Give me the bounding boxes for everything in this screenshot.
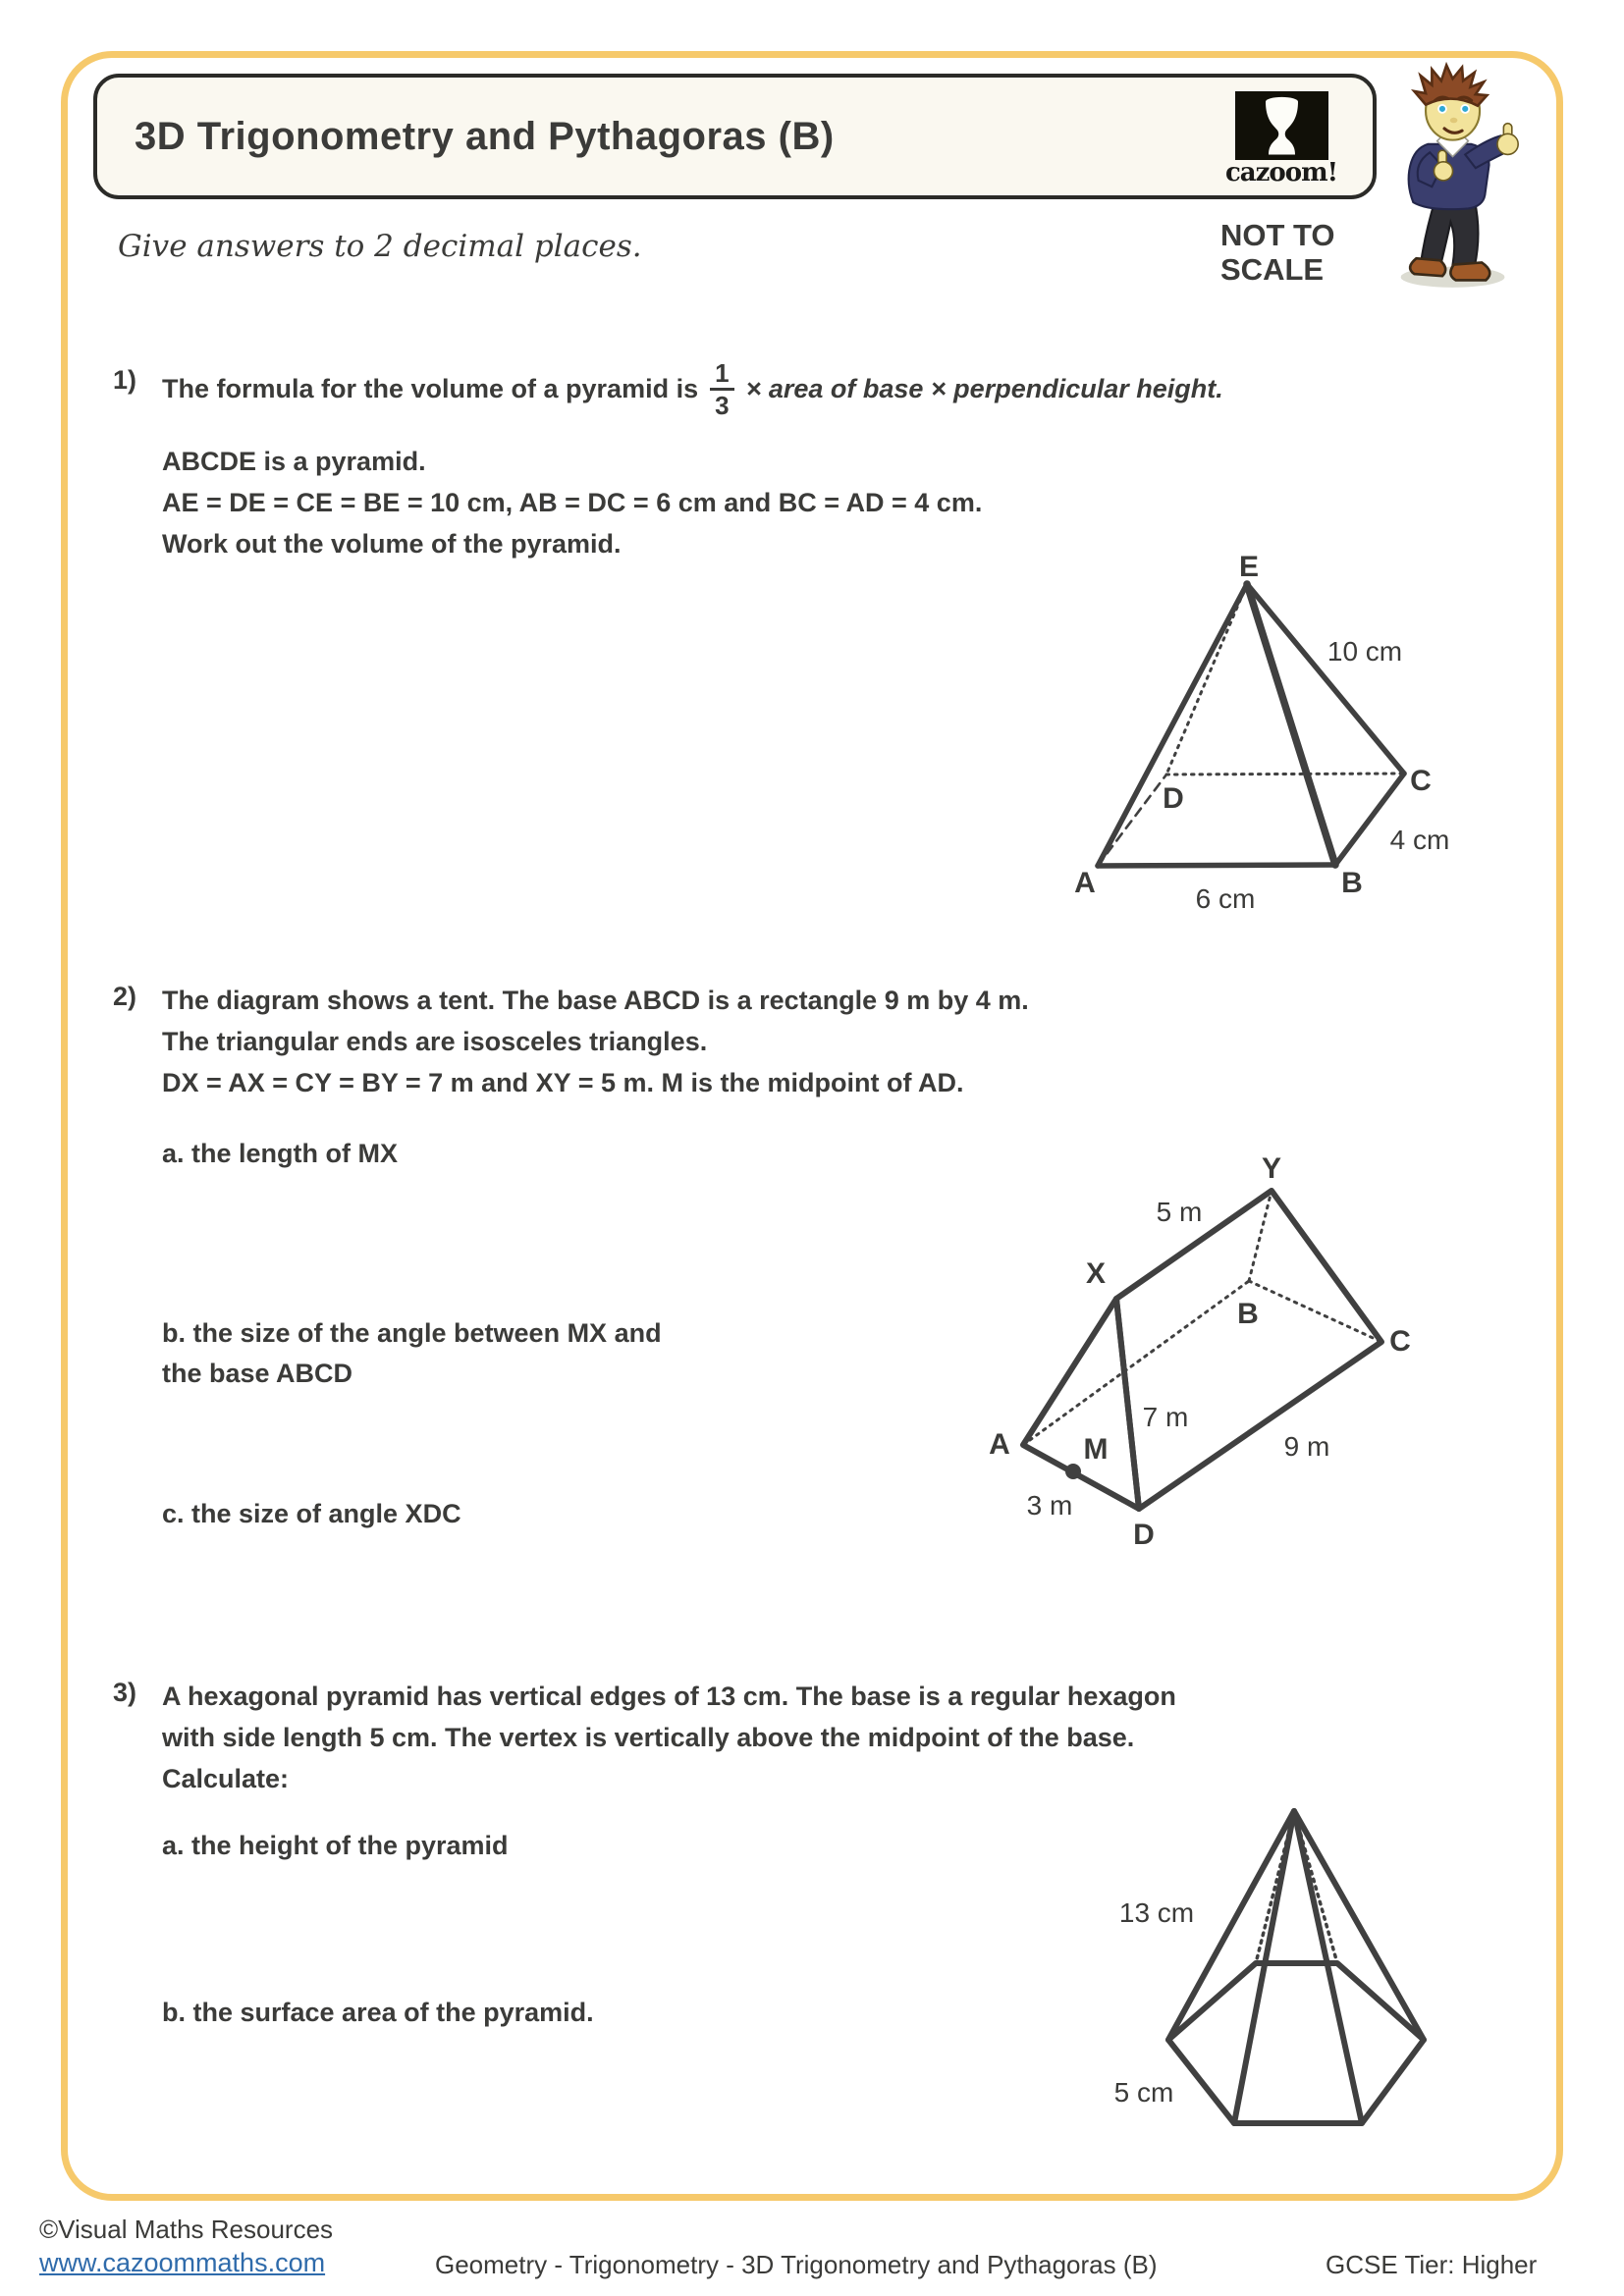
edge-label-EC: 10 cm xyxy=(1326,636,1403,667)
vertex-label-B: B xyxy=(1237,1298,1259,1330)
worksheet-header xyxy=(93,74,1377,199)
question-2-line: DX = AX = CY = BY = 7 m and XY = 5 m. M is the midpoint of AD. xyxy=(162,1068,964,1097)
not-to-scale-line1: NOT TO xyxy=(1220,218,1335,252)
vertex-label-D: D xyxy=(1163,782,1184,815)
question-1-number: 1) xyxy=(113,365,137,395)
question-3-part-a: a. the height of the pyramid xyxy=(162,1831,509,1860)
vertex-label-D: D xyxy=(1133,1519,1155,1551)
vertex-label-X: X xyxy=(1085,1257,1107,1290)
not-to-scale-line2: SCALE xyxy=(1220,252,1325,287)
question-2-body xyxy=(162,980,1029,1103)
question-2-line: The diagram shows a tent. The base ABCD is a rectangle 9 m by 4 m. xyxy=(162,986,1029,1015)
vertex-label-M: M xyxy=(1083,1433,1109,1466)
question-3-line: A hexagonal pyramid has vertical edges of 13 cm. The base is a regular hexagon xyxy=(162,1682,1176,1711)
hexagonal-pyramid-diagram xyxy=(1080,1796,1473,2150)
question-2-part-b-line2: the base ABCD xyxy=(162,1359,353,1388)
question-2-line: The triangular ends are isosceles triangles. xyxy=(162,1027,708,1056)
edge-label-DC: 9 m xyxy=(1283,1431,1330,1462)
footer-tier-label: GCSE Tier: Higher xyxy=(1326,2250,1538,2279)
vertex-label-A: A xyxy=(1074,867,1096,899)
fraction-denominator: 3 xyxy=(715,391,730,421)
edge-label-XY: 5 m xyxy=(1156,1197,1203,1227)
question-2-part-c: c. the size of angle XDC xyxy=(162,1499,461,1528)
question-3-body xyxy=(162,1676,1176,1799)
one-third-fraction xyxy=(710,359,733,419)
question-2-number: 2) xyxy=(113,982,137,1011)
question-2-part-b xyxy=(162,1313,662,1394)
mascot-boy-illustration xyxy=(1386,57,1536,291)
midpoint-M-dot xyxy=(1065,1464,1081,1479)
question-1-line: Work out the volume of the pyramid. xyxy=(162,529,622,559)
question-1-line: AE = DE = CE = BE = 10 cm, AB = DC = 6 cm and BC = AD = 4 cm. xyxy=(162,488,983,517)
question-1-intro: The formula for the volume of a pyramid is xyxy=(162,374,699,404)
footer-copyright: ©Visual Maths Resources xyxy=(39,2215,334,2244)
edge-label-BC: 4 cm xyxy=(1389,825,1450,855)
page-title: 3D Trigonometry and Pythagoras (B) xyxy=(135,114,835,158)
not-to-scale-note xyxy=(1220,218,1335,287)
edge-label-AM: 3 m xyxy=(1026,1490,1073,1521)
edge-label-AB: 6 cm xyxy=(1195,883,1256,914)
footer-website-link[interactable]: www.cazoommaths.com xyxy=(39,2248,326,2277)
question-3-line: Calculate: xyxy=(162,1764,290,1793)
question-1-formula-italic: × area of base × perpendicular height. xyxy=(745,374,1223,404)
question-1-formula-line xyxy=(162,359,1223,419)
question-1-body xyxy=(162,441,982,564)
question-2-part-b-line1: b. the size of the angle between MX and xyxy=(162,1318,662,1348)
cazoom-logo-text: cazoom! xyxy=(1224,158,1338,187)
vertex-label-Y: Y xyxy=(1261,1152,1282,1185)
tent-diagram xyxy=(972,1139,1434,1561)
question-2-part-a: a. the length of MX xyxy=(162,1139,398,1168)
question-3-line: with side length 5 cm. The vertex is vertically above the midpoint of the base. xyxy=(162,1723,1135,1752)
footer-breadcrumb: Geometry - Trigonometry - 3D Trigonometry and Pythagoras (B) xyxy=(435,2250,1158,2279)
vertex-label-B: B xyxy=(1341,867,1363,899)
question-3-part-b: b. the surface area of the pyramid. xyxy=(162,1998,594,2027)
question-3-number: 3) xyxy=(113,1678,137,1707)
vertex-label-C: C xyxy=(1410,765,1432,797)
vertex-label-A: A xyxy=(989,1428,1010,1461)
edge-label-XD: 7 m xyxy=(1142,1402,1189,1432)
instruction-text: Give answers to 2 decimal places. xyxy=(118,229,642,264)
edge-label-slant: 13 cm xyxy=(1118,1897,1195,1928)
fraction-numerator: 1 xyxy=(710,359,733,391)
vertex-label-E: E xyxy=(1238,551,1260,583)
vertex-label-C: C xyxy=(1389,1325,1411,1358)
cazoom-logo xyxy=(1218,91,1345,187)
goblet-icon xyxy=(1235,91,1328,160)
question-1-line: ABCDE is a pyramid. xyxy=(162,447,426,476)
pyramid-diagram xyxy=(1041,535,1492,928)
edge-label-base-side: 5 cm xyxy=(1113,2077,1174,2108)
